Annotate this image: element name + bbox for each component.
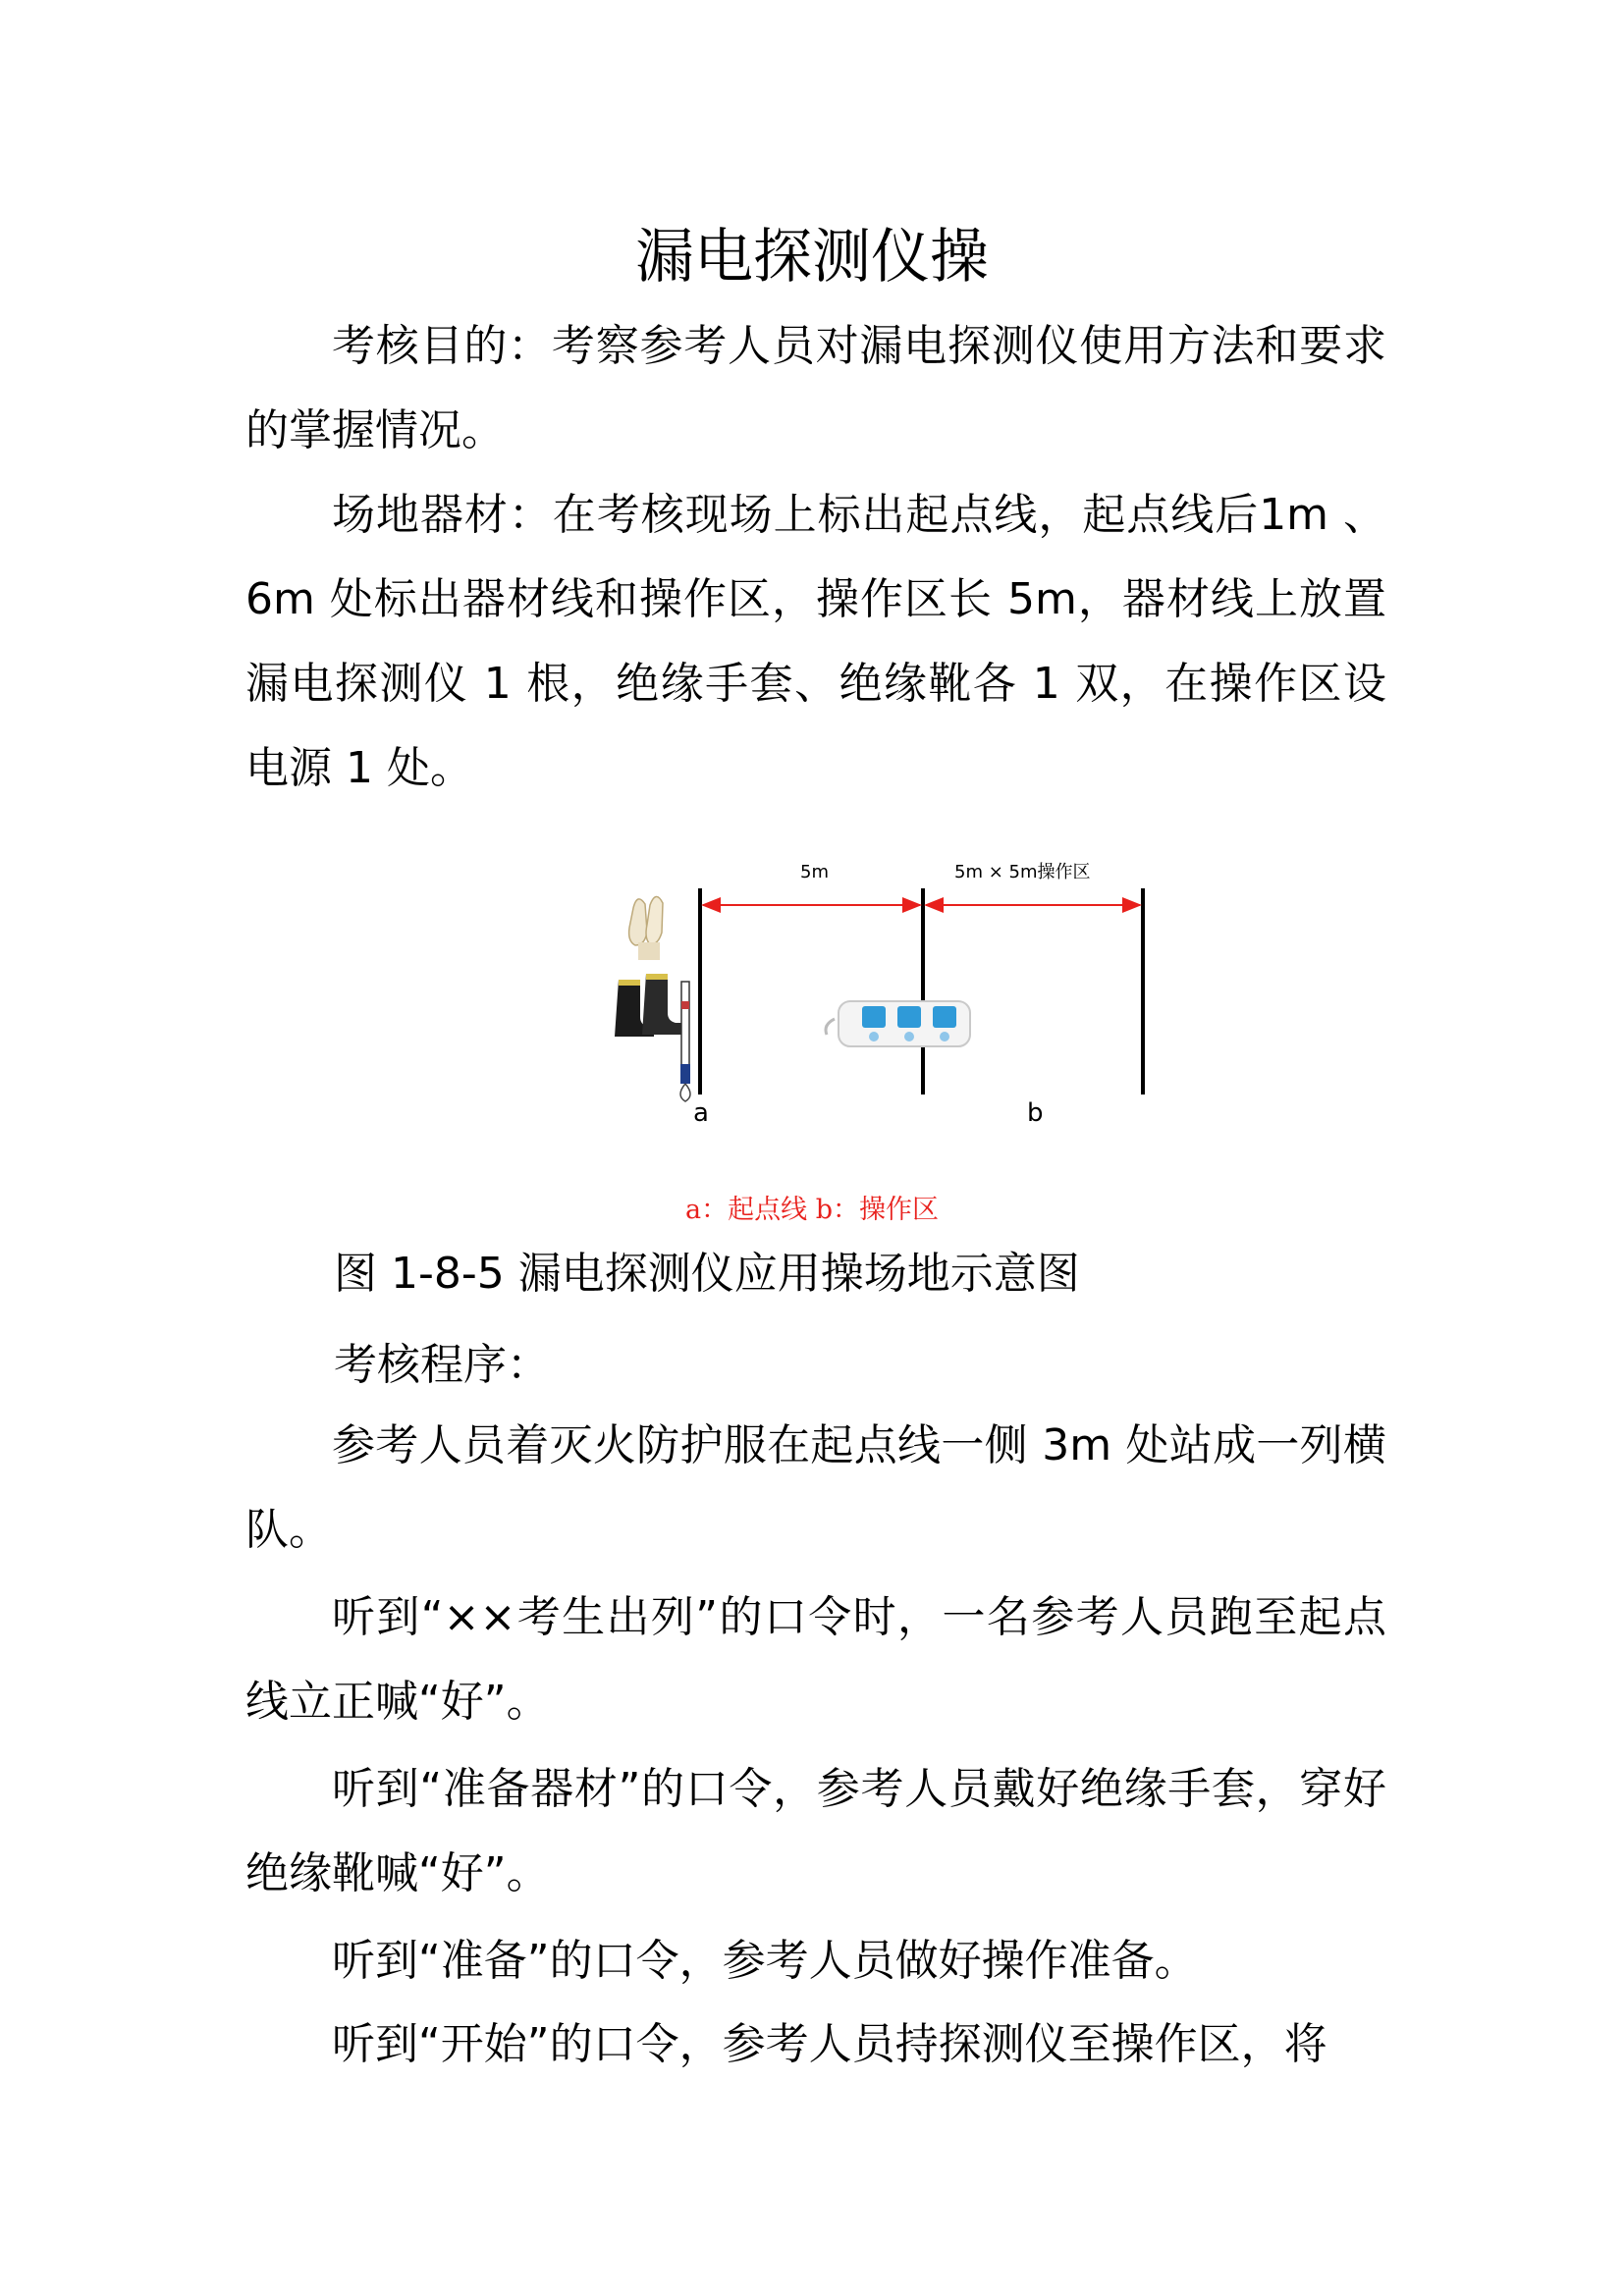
leakage-detector-image <box>680 982 690 1101</box>
line-label-a: a <box>693 1098 709 1128</box>
procedure-step: 听到“准备”的口令，参考人员做好操作准备。 <box>332 1936 1198 1986</box>
page-title: 漏电探测仪操 <box>635 223 989 292</box>
insulating-boots-image <box>615 974 683 1037</box>
dimension-label-operation-zone: 5m × 5m操作区 <box>954 862 1091 882</box>
power-strip-image <box>826 1001 970 1046</box>
site-equipment-paragraph: 场地器材：在考核现场上标出起点线，起点线后1m 、6m 处标出器材线和操作区，操作区长 5m，器材线上放置漏电探测仪 1 根，绝缘手套、绝缘靴各 1 双，在操作区设电源 1 处。 <box>245 490 1386 793</box>
insulating-gloves-image <box>629 896 663 960</box>
line-label-b: b <box>1027 1098 1044 1128</box>
procedure-step: 听到“开始”的口令，参考人员持探测仪至操作区，将 <box>332 2019 1327 2069</box>
procedure-heading: 考核程序： <box>334 1340 550 1390</box>
figure-caption: 图 1-8-5 漏电探测仪应用操场地示意图 <box>334 1249 1080 1299</box>
figure-legend: a：起点线 b：操作区 <box>685 1195 939 1225</box>
dimension-label-5m: 5m <box>800 862 829 882</box>
site-diagram <box>589 844 1178 1168</box>
objective-paragraph: 考核目的：考察参考人员对漏电探测仪使用方法和要求的掌握情况。 <box>245 321 1386 455</box>
procedure-step: 听到“准备器材”的口令，参考人员戴好绝缘手套，穿好绝缘靴喊“好”。 <box>245 1764 1386 1898</box>
procedure-step: 参考人员着灭火防护服在起点线一侧 3m 处站成一列横队。 <box>245 1420 1386 1555</box>
procedure-step: 听到“××考生出列”的口令时，一名参考人员跑至起点线立正喊“好”。 <box>245 1592 1386 1727</box>
